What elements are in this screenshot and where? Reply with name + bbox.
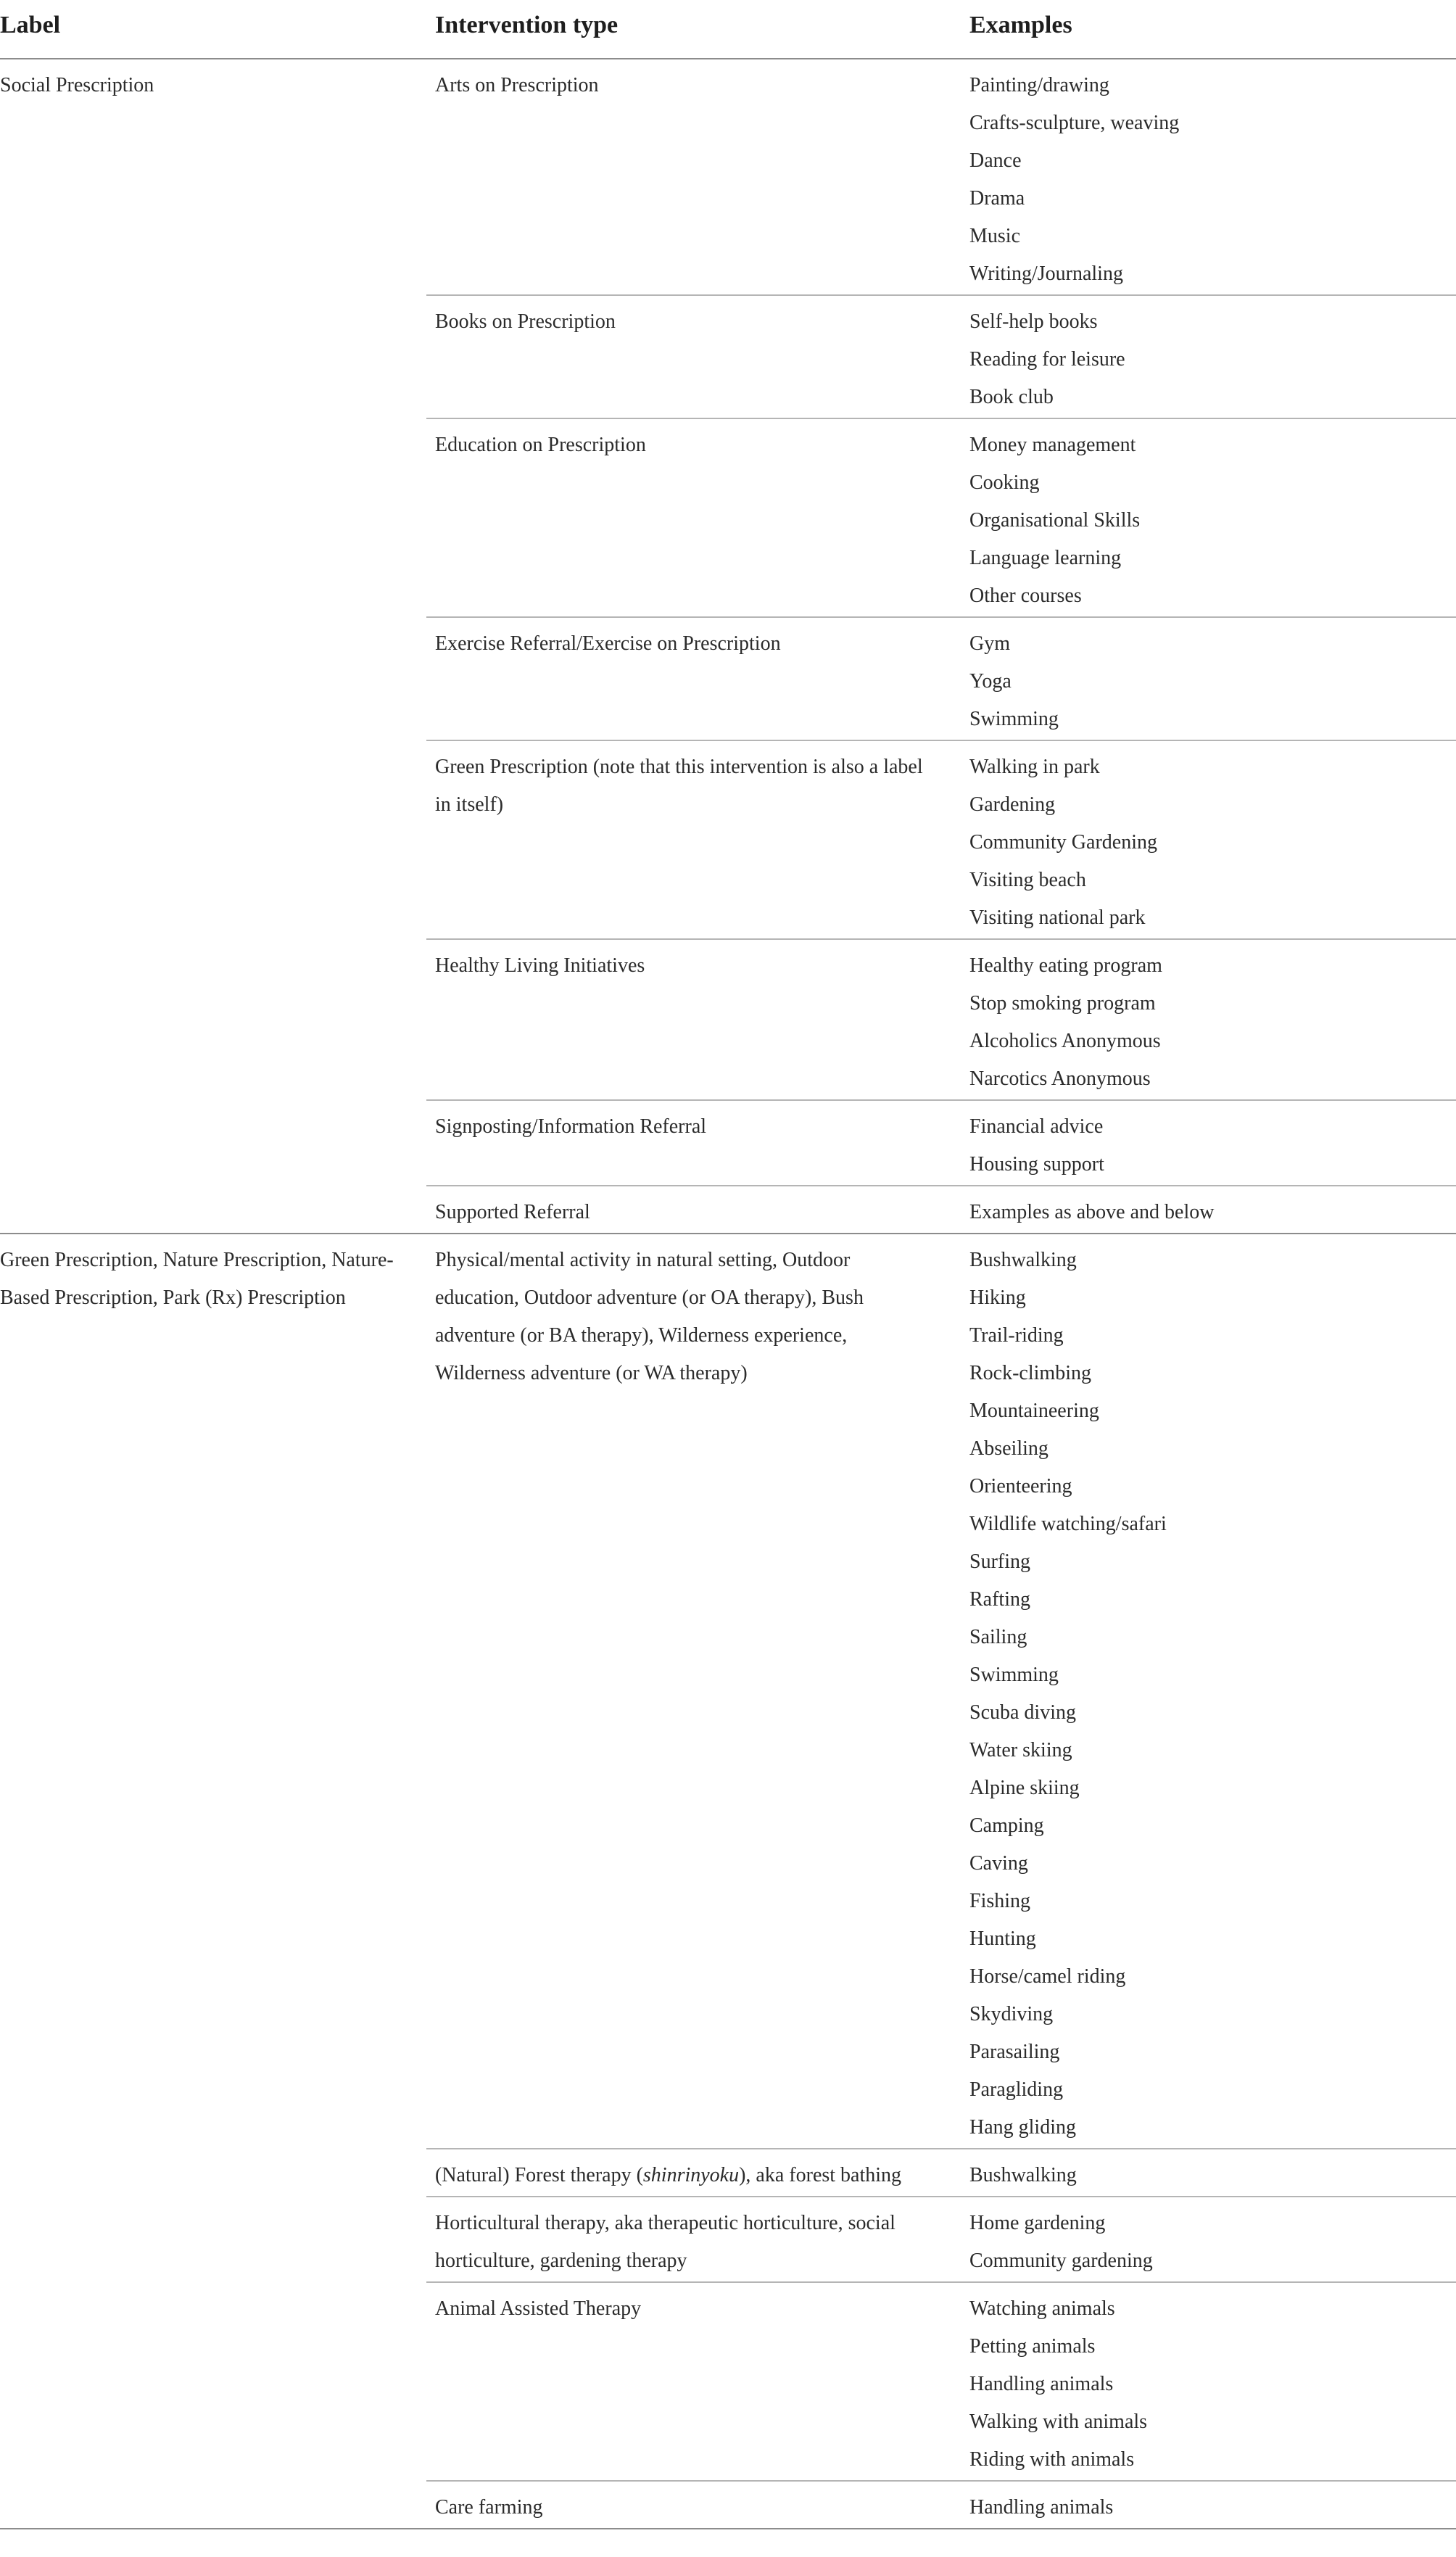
example-item: Hunting [969, 1928, 1036, 1950]
intervention-type-cell: Physical/mental activity in natural setting, Outdoor education, Outdoor adventure (or OA therapy), Bush adventure (or BA therapy), Wilderness experience, Wilderness adventure (or WA therapy) [435, 1249, 864, 1384]
group-rule [426, 616, 1456, 618]
intervention-text-part: (Natural) Forest therapy ( [435, 2164, 643, 2186]
group-rule [426, 2281, 1456, 2283]
example-item: Handling animals [969, 2496, 1114, 2519]
section-rule [0, 1233, 1456, 1234]
example-item: Swimming [969, 708, 1059, 730]
example-item: Swimming [969, 1664, 1059, 1686]
example-item: Community gardening [969, 2250, 1153, 2272]
example-item: Bushwalking [969, 2164, 1077, 2186]
group-rule [426, 740, 1456, 741]
example-item: Hang gliding [969, 2116, 1076, 2139]
header-intervention-type: Intervention type [435, 12, 619, 38]
group-rule [426, 1185, 1456, 1186]
intervention-text-part: ), aka forest bathing [739, 2164, 902, 2186]
example-item: Rock-climbing [969, 1362, 1091, 1384]
example-item: Bushwalking [969, 1249, 1077, 1271]
intervention-type-cell: Horticultural therapy, aka therapeutic horticulture, social horticulture, gardening therapy [435, 2212, 895, 2272]
intervention-type-cell: Supported Referral [435, 1201, 590, 1223]
example-item: Fishing [969, 1890, 1031, 1912]
example-item: Surfing [969, 1550, 1030, 1573]
example-item: Gym [969, 632, 1010, 655]
example-item: Dance [969, 149, 1022, 172]
table-header [0, 0, 1456, 59]
example-item: Hiking [969, 1286, 1026, 1309]
group-rule [426, 2148, 1456, 2149]
example-item: Riding with animals [969, 2448, 1135, 2471]
example-item: Painting/drawing [969, 74, 1109, 96]
header-label: Label [0, 12, 61, 38]
example-item: Home gardening [969, 2212, 1106, 2234]
example-item: Gardening [969, 793, 1056, 816]
group-rule [426, 1099, 1456, 1101]
group-rule [426, 2480, 1456, 2482]
example-item: Organisational Skills [969, 509, 1141, 532]
intervention-type-cell: Green Prescription (note that this intervention is also a label in itself) [435, 756, 923, 816]
intervention-type-cell: Exercise Referral/Exercise on Prescription [435, 632, 781, 655]
example-item: Abseiling [969, 1437, 1048, 1460]
example-item: Watching animals [969, 2297, 1115, 2320]
example-item: Other courses [969, 584, 1082, 607]
example-item: Reading for leisure [969, 348, 1125, 371]
example-item: Handling animals [969, 2373, 1114, 2395]
example-item: Language learning [969, 547, 1122, 569]
intervention-type-cell: Books on Prescription [435, 310, 616, 333]
example-item: Visiting beach [969, 869, 1086, 891]
example-item: Parasailing [969, 2041, 1060, 2063]
header-examples: Examples [969, 12, 1072, 38]
example-item: Mountaineering [969, 1400, 1099, 1422]
intervention-type-cell: Healthy Living Initiatives [435, 954, 645, 977]
example-item: Stop smoking program [969, 992, 1156, 1015]
example-item: Camping [969, 1814, 1044, 1837]
example-item: Money management [969, 434, 1136, 456]
example-item: Horse/camel riding [969, 1965, 1126, 1988]
example-item: Self-help books [969, 310, 1098, 333]
example-item: Community Gardening [969, 831, 1157, 854]
example-item: Examples as above and below [969, 1201, 1215, 1223]
example-item: Healthy eating program [969, 954, 1162, 977]
table-bottom-rule [0, 2528, 1456, 2529]
example-item: Wildlife watching/safari [969, 1513, 1167, 1535]
example-item: Financial advice [969, 1115, 1104, 1138]
group-rule [426, 938, 1456, 940]
example-item: Yoga [969, 670, 1012, 693]
example-item: Book club [969, 386, 1054, 408]
header-rule [0, 58, 1456, 59]
intervention-type-cell: Signposting/Information Referral [435, 1115, 707, 1138]
intervention-type-cell: Care farming [435, 2496, 543, 2519]
example-item: Music [969, 225, 1020, 247]
example-item: Walking with animals [969, 2411, 1148, 2433]
example-item: Orienteering [969, 1475, 1072, 1498]
group-rule [426, 418, 1456, 419]
intervention-type-cell [435, 2157, 943, 2194]
example-item: Water skiing [969, 1739, 1072, 1761]
example-item: Petting animals [969, 2335, 1096, 2358]
intervention-type-cell: Education on Prescription [435, 434, 646, 456]
example-item: Sailing [969, 1626, 1027, 1648]
example-item: Trail-riding [969, 1324, 1064, 1347]
label-cell: Green Prescription, Nature Prescription, Nature-Based Prescription, Park (Rx) Prescription [0, 1249, 394, 1309]
group-rule [426, 2196, 1456, 2197]
example-item: Alpine skiing [969, 1777, 1080, 1799]
example-item: Visiting national park [969, 906, 1146, 929]
example-item: Crafts-sculpture, weaving [969, 112, 1180, 134]
example-item: Drama [969, 187, 1025, 210]
group-rule [426, 294, 1456, 296]
example-item: Caving [969, 1852, 1028, 1875]
example-item: Paragliding [969, 2078, 1064, 2101]
example-item: Cooking [969, 471, 1040, 494]
example-item: Alcoholics Anonymous [969, 1030, 1161, 1052]
example-item: Skydiving [969, 2003, 1054, 2025]
example-item: Writing/Journaling [969, 263, 1123, 285]
label-cell: Social Prescription [0, 74, 154, 96]
intervention-italic-term: shinrinyoku [642, 2164, 740, 2186]
example-item: Scuba diving [969, 1701, 1076, 1724]
intervention-type-cell: Animal Assisted Therapy [435, 2297, 642, 2320]
example-item: Walking in park [969, 756, 1100, 778]
intervention-type-cell: Arts on Prescription [435, 74, 599, 96]
example-item: Rafting [969, 1588, 1030, 1611]
example-item: Narcotics Anonymous [969, 1067, 1151, 1090]
example-item: Housing support [969, 1153, 1104, 1176]
